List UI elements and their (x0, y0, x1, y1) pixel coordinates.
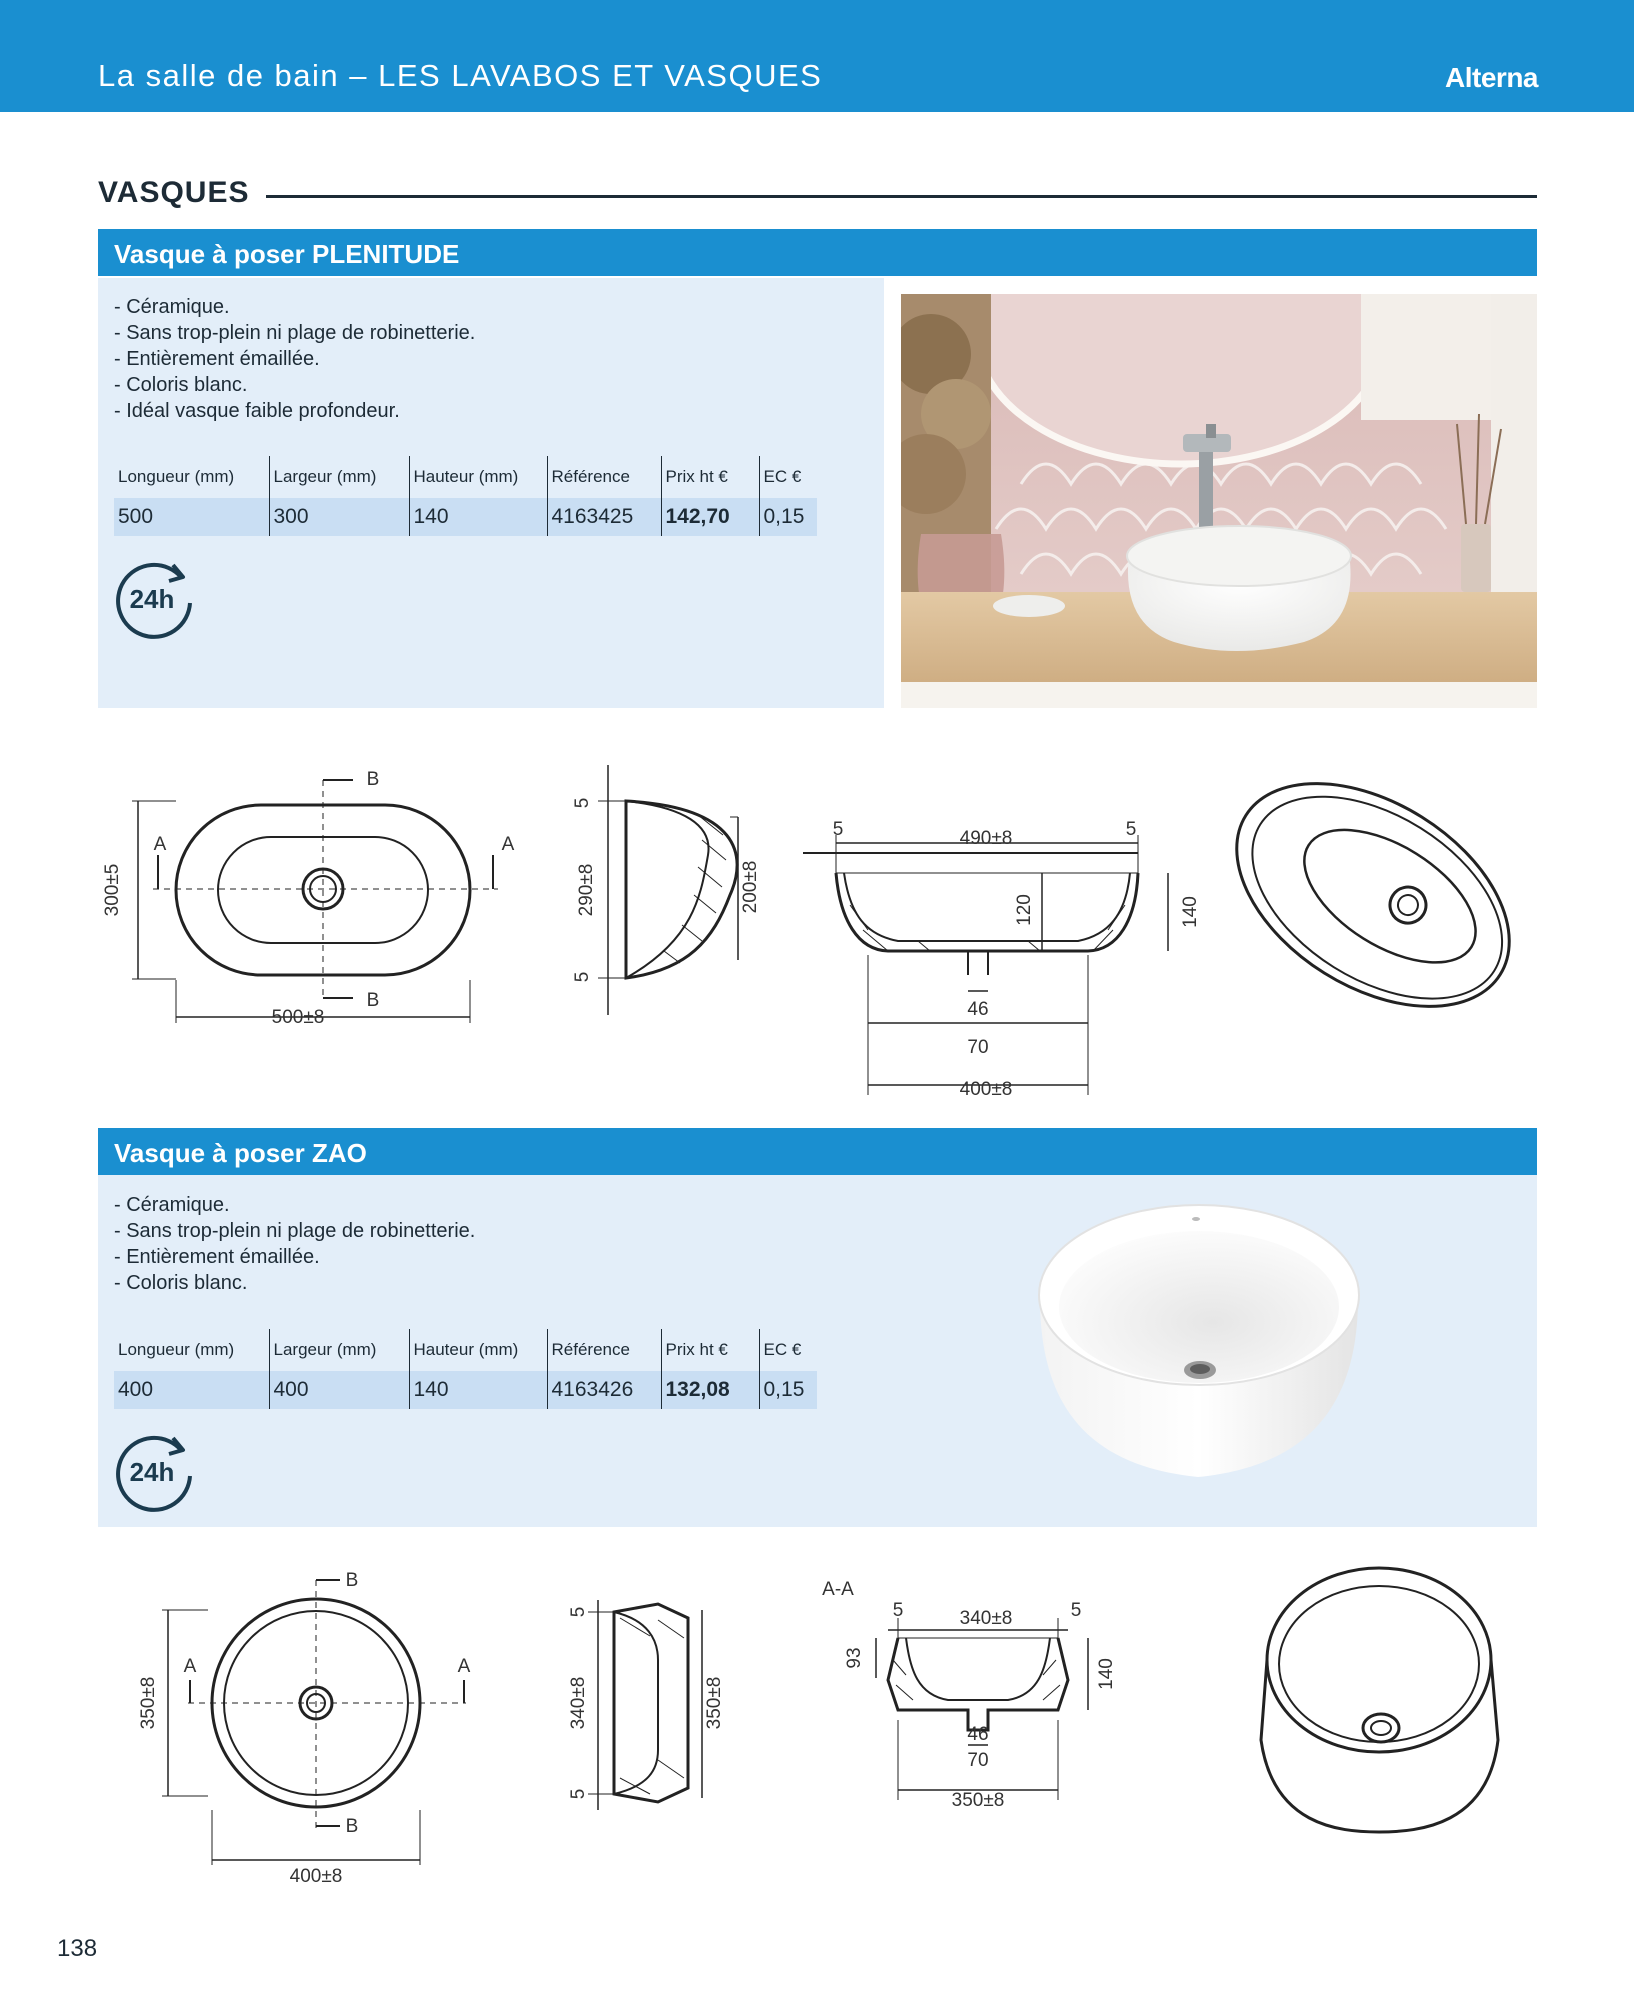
column-header: Prix ht € (661, 1329, 759, 1371)
section-label: A-A (822, 1579, 854, 1600)
cut-label: B (345, 1816, 359, 1837)
dim-height: 140 (1180, 896, 1201, 928)
badge-label: 24h (129, 584, 175, 614)
feature-list-zao (114, 1192, 475, 1296)
column-header: Hauteur (mm) (409, 456, 547, 498)
feature-item: - Entièrement émaillée. (114, 348, 320, 370)
dim-base: 350±8 (951, 1790, 1005, 1811)
dim-inner: 350±8 (704, 1676, 725, 1730)
dim-wall: 5 (568, 1788, 589, 1800)
table-cell: 140 (409, 1371, 547, 1409)
table-cell: 400 (269, 1371, 409, 1409)
spec-table-zao (114, 1329, 817, 1409)
column-header: Prix ht € (661, 456, 759, 498)
column-header: Référence (547, 1329, 661, 1371)
dim-base: 400±8 (959, 1079, 1013, 1100)
feature-item: - Coloris blanc. (114, 374, 248, 396)
cut-label: B (366, 769, 380, 790)
product-photo-zao (1018, 1195, 1380, 1507)
dim-depth: 350±8 (138, 1676, 159, 1730)
feature-item: - Entièrement émaillée. (114, 1246, 320, 1268)
cut-label: A (501, 834, 515, 855)
product-photo-plenitude (901, 294, 1537, 708)
section-divider (266, 195, 1537, 198)
table-cell: 0,15 (759, 498, 817, 536)
column-header: Longueur (mm) (114, 456, 269, 498)
dim-width: 400±8 (289, 1866, 343, 1887)
badge-label: 24h (129, 1457, 175, 1487)
column-header: Largeur (mm) (269, 1329, 409, 1371)
column-header: EC € (763, 467, 802, 486)
dim-drain-inner: 46 (967, 999, 989, 1020)
dim-drain-inner: 46 (967, 1724, 989, 1745)
dim-outer: 290±8 (576, 863, 597, 917)
dim-height: 140 (1096, 1658, 1117, 1690)
technical-drawings-plenitude (98, 755, 1537, 1110)
column-header: Référence (547, 456, 661, 498)
dim-drain-outer: 70 (967, 1750, 989, 1771)
cut-label: A (153, 834, 167, 855)
column-header: Longueur (mm) (114, 1329, 269, 1371)
table-cell: 4163426 (547, 1371, 661, 1409)
cut-label: A (183, 1656, 197, 1677)
product-header-plenitude (98, 229, 1537, 276)
spec-table-plenitude (114, 456, 817, 536)
dim-top-width: 340±8 (959, 1608, 1013, 1629)
table-cell: 0,15 (759, 1371, 817, 1409)
dim-wall: 5 (572, 797, 593, 809)
feature-item: - Céramique. (114, 296, 230, 318)
dim-wall: 5 (572, 971, 593, 983)
cut-label: A (457, 1656, 471, 1677)
feature-item: - Coloris blanc. (114, 1272, 248, 1294)
table-cell: 400 (114, 1371, 269, 1409)
delivery-24h-icon (111, 1428, 197, 1514)
dim-wall: 5 (832, 819, 844, 840)
cut-label: B (366, 990, 380, 1011)
section-title: VASQUES (98, 176, 250, 209)
cut-label: B (345, 1570, 359, 1591)
column-header: Hauteur (mm) (409, 1329, 547, 1371)
technical-drawings-zao (98, 1560, 1537, 1900)
dim-width: 500±8 (271, 1007, 325, 1028)
dim-inner-depth: 120 (1014, 894, 1035, 926)
brand-logo: Alterna (1445, 62, 1538, 93)
table-row (114, 498, 817, 536)
column-header: Largeur (mm) (269, 456, 409, 498)
table-cell: 500 (114, 498, 269, 536)
price-cell: 142,70 (661, 498, 759, 536)
dim-inner-depth: 93 (844, 1647, 865, 1669)
column-header: EC € (763, 1340, 802, 1359)
table-header-row (114, 1329, 817, 1371)
table-cell: 4163425 (547, 498, 661, 536)
feature-item: - Céramique. (114, 1194, 230, 1216)
feature-item: - Sans trop-plein ni plage de robinetterie. (114, 322, 476, 344)
dim-wall: 5 (892, 1600, 904, 1621)
header-bar (0, 0, 1634, 112)
delivery-24h-icon (111, 555, 197, 641)
dim-wall: 5 (568, 1606, 589, 1618)
dim-wall: 5 (1125, 819, 1137, 840)
table-row (114, 1371, 817, 1409)
price-cell: 132,08 (661, 1371, 759, 1409)
dim-drain-outer: 70 (967, 1037, 989, 1058)
dim-inner: 200±8 (740, 860, 761, 914)
product-title: Vasque à poser ZAO (114, 1138, 367, 1168)
table-header-row (114, 456, 817, 498)
header-title: La salle de bain – LES LAVABOS ET VASQUES (98, 58, 823, 93)
dim-outer: 340±8 (568, 1676, 589, 1730)
page-number: 138 (57, 1935, 98, 1962)
feature-item: - Sans trop-plein ni plage de robinetterie. (114, 1220, 476, 1242)
table-cell: 140 (409, 498, 547, 536)
dim-top-width: 490±8 (959, 828, 1013, 849)
table-cell: 300 (269, 498, 409, 536)
product-header-zao (98, 1128, 1537, 1175)
dim-wall: 5 (1070, 1600, 1082, 1621)
feature-list-plenitude (114, 294, 475, 424)
feature-item: - Idéal vasque faible profondeur. (114, 400, 400, 422)
product-title: Vasque à poser PLENITUDE (114, 239, 460, 269)
dim-depth: 300±5 (102, 863, 123, 917)
